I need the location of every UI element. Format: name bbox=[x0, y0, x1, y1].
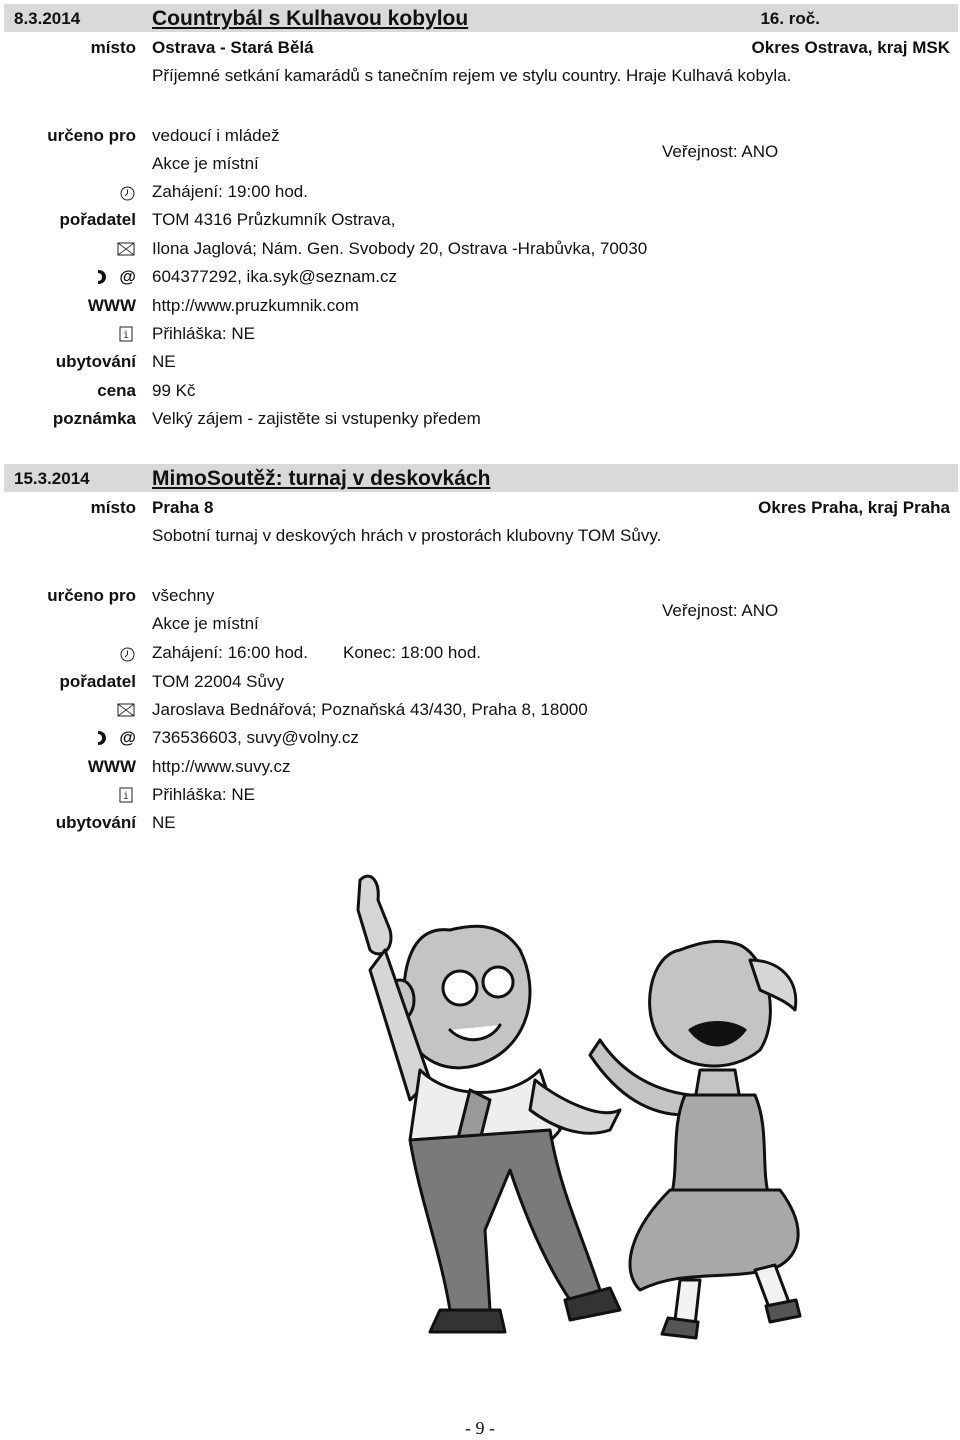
label-organizer: pořadatel bbox=[59, 210, 136, 229]
event-price: 99 Kč bbox=[152, 381, 196, 400]
event-public: Veřejnost: ANO bbox=[662, 142, 779, 161]
event-web[interactable]: http://www.suvy.cz bbox=[152, 757, 291, 776]
label-organizer: pořadatel bbox=[59, 672, 136, 691]
clock-icon bbox=[118, 645, 136, 663]
event-place: Ostrava - Stará Bělá bbox=[152, 38, 314, 57]
event-lodging: NE bbox=[152, 813, 176, 832]
dancing-couple-illustration bbox=[300, 870, 820, 1350]
info-icon bbox=[118, 326, 134, 342]
event-date: 15.3.2014 bbox=[14, 469, 90, 488]
svg-text:i: i bbox=[122, 330, 130, 341]
label-lodging: ubytování bbox=[55, 813, 136, 832]
label-place: místo bbox=[90, 498, 136, 517]
event-contact: 736536603, suvy@volny.cz bbox=[152, 728, 359, 747]
label-audience: určeno pro bbox=[47, 126, 136, 145]
event-registration: Přihláška: NE bbox=[152, 785, 255, 804]
event-audience: všechny bbox=[152, 586, 215, 605]
label-www: WWW bbox=[87, 296, 136, 315]
event-organizer: TOM 4316 Průzkumník Ostrava, bbox=[152, 210, 396, 229]
label-note: poznámka bbox=[52, 409, 136, 428]
event-end: Konec: 18:00 hod. bbox=[343, 643, 482, 662]
event-description: Sobotní turnaj v deskových hrách v prostorách klubovny TOM Sůvy. bbox=[152, 526, 662, 545]
event-region: Okres Praha, kraj Praha bbox=[758, 498, 950, 517]
event-description: Příjemné setkání kamarádů s tanečním rejem ve stylu country. Hraje Kulhavá kobyla. bbox=[152, 66, 792, 85]
event-address: Jaroslava Bednářová; Poznaňská 43/430, Praha 8, 18000 bbox=[152, 700, 588, 719]
dancing-woman bbox=[590, 941, 800, 1338]
page-number: - 9 - bbox=[465, 1418, 495, 1438]
event-region: Okres Ostrava, kraj MSK bbox=[751, 38, 950, 57]
label-lodging: ubytování bbox=[55, 352, 136, 371]
event-audience: vedoucí i mládež bbox=[152, 126, 280, 145]
label-price: cena bbox=[97, 381, 136, 400]
svg-text:i: i bbox=[122, 791, 130, 802]
envelope-icon bbox=[116, 702, 136, 718]
event-note: Velký zájem - zajistěte si vstupenky předem bbox=[152, 409, 481, 428]
label-place: místo bbox=[90, 38, 136, 57]
event-scope: Akce je místní bbox=[152, 614, 259, 633]
event-edition: 16. roč. bbox=[760, 9, 820, 28]
label-contact: @ bbox=[119, 728, 136, 747]
dancing-man bbox=[358, 876, 620, 1332]
event-date: 8.3.2014 bbox=[14, 9, 81, 28]
label-audience: určeno pro bbox=[47, 586, 136, 605]
event-organizer: TOM 22004 Sůvy bbox=[152, 672, 284, 691]
event-place: Praha 8 bbox=[152, 498, 214, 517]
event-lodging: NE bbox=[152, 352, 176, 371]
info-icon bbox=[118, 787, 134, 803]
event-contact: 604377292, ika.syk@seznam.cz bbox=[152, 267, 397, 286]
event-start: Zahájení: 16:00 hod. bbox=[152, 643, 308, 662]
clock-icon bbox=[118, 184, 136, 202]
event-scope: Akce je místní bbox=[152, 154, 259, 173]
event-public: Veřejnost: ANO bbox=[662, 601, 779, 620]
event-web[interactable]: http://www.pruzkumnik.com bbox=[152, 296, 359, 315]
event-header bbox=[4, 4, 958, 32]
event-registration: Přihláška: NE bbox=[152, 324, 255, 343]
envelope-icon bbox=[116, 241, 136, 257]
event-address: Ilona Jaglová; Nám. Gen. Svobody 20, Ostrava -Hrabůvka, 70030 bbox=[152, 239, 648, 258]
event-title: MimoSoutěž: turnaj v deskovkách bbox=[152, 467, 491, 490]
label-contact: @ bbox=[119, 267, 136, 286]
event-header bbox=[4, 464, 958, 492]
event-start: Zahájení: 19:00 hod. bbox=[152, 182, 308, 201]
event-title: Countrybál s Kulhavou kobylou bbox=[152, 7, 469, 30]
label-www: WWW bbox=[87, 757, 136, 776]
